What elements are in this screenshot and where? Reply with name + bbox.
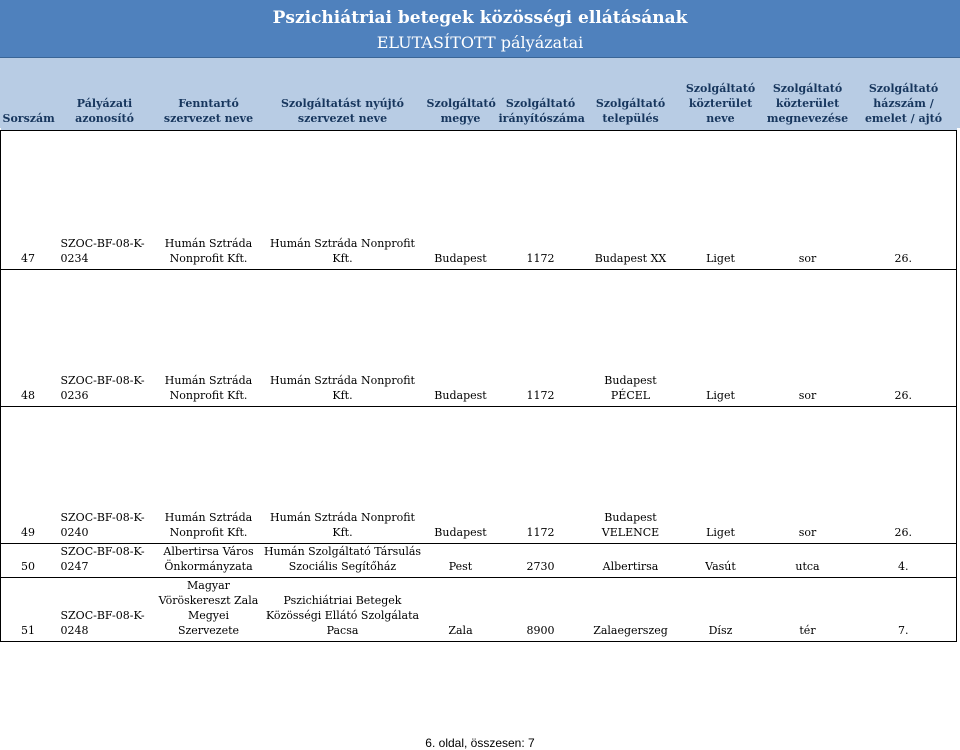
page-title [0, 0, 960, 58]
table-row [1, 131, 957, 270]
rejected-applications-table [0, 58, 957, 642]
cell-kozterulet-megnevezese: utca [765, 544, 851, 578]
title-line-1: Pszichiátriai betegek közösségi ellátásának [272, 8, 688, 28]
cell-megye: Pest [425, 544, 497, 578]
cell-kozterulet-neve: Liget [677, 270, 765, 407]
cell-kozterulet-megnevezese: sor [765, 270, 851, 407]
cell-azonosito: SZOC-BF-08-K-0240 [53, 407, 157, 544]
cell-iranyitoszam: 2730 [497, 544, 585, 578]
cell-azonosito: SZOC-BF-08-K-0234 [53, 131, 157, 270]
table-row [1, 407, 957, 544]
cell-hazszam: 26. [851, 407, 957, 544]
cell-megye: Budapest [425, 131, 497, 270]
cell-fenntarto: Albertirsa Város Önkormányzata [157, 544, 261, 578]
cell-telepules: Zalaegerszeg [585, 578, 677, 642]
cell-megye: Budapest [425, 407, 497, 544]
table-row [1, 544, 957, 578]
col-header-megye: Szolgáltató megye [425, 58, 497, 131]
cell-fenntarto: Humán Sztráda Nonprofit Kft. [157, 131, 261, 270]
col-header-iranyitoszam: Szolgáltató irányítószáma [497, 58, 585, 131]
cell-azonosito: SZOC-BF-08-K-0248 [53, 578, 157, 642]
cell-szolgaltato-neve: Pszichiátriai Betegek Közösségi Ellátó Szolgálata Pacsa [261, 578, 425, 642]
cell-telepules: Budapest VELENCE [585, 407, 677, 544]
cell-fenntarto: Magyar Vöröskereszt Zala Megyei Szervezete [157, 578, 261, 642]
cell-telepules: Albertirsa [585, 544, 677, 578]
cell-fenntarto: Humán Sztráda Nonprofit Kft. [157, 270, 261, 407]
cell-sorszam: 50 [1, 544, 53, 578]
cell-szolgaltato-neve: Humán Szolgáltató Társulás Szociális Segítőház [261, 544, 425, 578]
col-header-kozterulet-neve: Szolgáltató közterület neve [677, 58, 765, 131]
cell-azonosito: SZOC-BF-08-K-0236 [53, 270, 157, 407]
table-row [1, 578, 957, 642]
cell-kozterulet-megnevezese: sor [765, 407, 851, 544]
cell-sorszam: 49 [1, 407, 53, 544]
cell-megye: Budapest [425, 270, 497, 407]
cell-azonosito: SZOC-BF-08-K-0247 [53, 544, 157, 578]
cell-szolgaltato-neve: Humán Sztráda Nonprofit Kft. [261, 270, 425, 407]
header-row [1, 58, 957, 131]
cell-kozterulet-neve: Vasút [677, 544, 765, 578]
cell-telepules: Budapest PÉCEL [585, 270, 677, 407]
col-header-azonosito: Pályázati azonosító [53, 58, 157, 131]
cell-kozterulet-neve: Liget [677, 131, 765, 270]
cell-iranyitoszam: 1172 [497, 131, 585, 270]
page-footer: 6. oldal, összesen: 7 [425, 736, 535, 750]
cell-hazszam: 26. [851, 270, 957, 407]
title-line-2: ELUTASÍTOTT pályázatai [376, 33, 584, 52]
cell-kozterulet-neve: Liget [677, 407, 765, 544]
cell-sorszam: 48 [1, 270, 53, 407]
col-header-hazszam: Szolgáltató házszám / emelet / ajtó [851, 58, 957, 131]
table-row [1, 270, 957, 407]
cell-szolgaltato-neve: Humán Sztráda Nonprofit Kft. [261, 407, 425, 544]
col-header-telepules: Szolgáltató település [585, 58, 677, 131]
cell-kozterulet-neve: Dísz [677, 578, 765, 642]
cell-hazszam: 7. [851, 578, 957, 642]
cell-megye: Zala [425, 578, 497, 642]
col-header-fenntarto: Fenntartó szervezet neve [157, 58, 261, 131]
cell-kozterulet-megnevezese: sor [765, 131, 851, 270]
col-header-szolgaltato-neve: Szolgáltatást nyújtó szervezet neve [261, 58, 425, 131]
cell-sorszam: 47 [1, 131, 53, 270]
cell-iranyitoszam: 1172 [497, 407, 585, 544]
cell-szolgaltato-neve: Humán Sztráda Nonprofit Kft. [261, 131, 425, 270]
col-header-sorszam: Sorszám [1, 58, 53, 131]
cell-fenntarto: Humán Sztráda Nonprofit Kft. [157, 407, 261, 544]
cell-sorszam: 51 [1, 578, 53, 642]
cell-hazszam: 26. [851, 131, 957, 270]
cell-telepules: Budapest XX [585, 131, 677, 270]
cell-kozterulet-megnevezese: tér [765, 578, 851, 642]
cell-iranyitoszam: 8900 [497, 578, 585, 642]
cell-iranyitoszam: 1172 [497, 270, 585, 407]
cell-hazszam: 4. [851, 544, 957, 578]
col-header-kozterulet-megnevezese: Szolgáltató közterület megnevezése [765, 58, 851, 131]
